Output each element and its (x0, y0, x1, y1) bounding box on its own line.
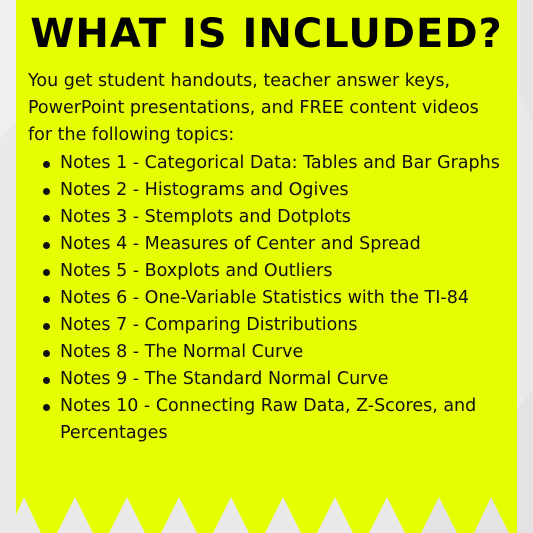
bullet-icon (43, 350, 50, 357)
list-item (60, 366, 520, 393)
bullet-icon (43, 296, 50, 303)
list-item (60, 339, 520, 366)
topic-label: Notes 1 - Categorical Data: Tables and Bar Graphs (60, 153, 500, 173)
bullet-icon (43, 404, 50, 411)
included-card (16, 0, 517, 533)
topic-label: Notes 10 - Connecting Raw Data, Z-Scores, and Percentages (60, 396, 477, 443)
list-item (60, 177, 520, 204)
list-item (60, 231, 520, 258)
topic-label: Notes 7 - Comparing Distributions (60, 315, 358, 335)
list-item (60, 393, 505, 447)
bullet-icon (43, 269, 50, 276)
topic-label: Notes 4 - Measures of Center and Spread (60, 234, 421, 254)
list-item (60, 150, 520, 177)
bullet-icon (43, 215, 50, 222)
topics-list (60, 150, 520, 447)
bullet-icon (43, 377, 50, 384)
bullet-icon (43, 323, 50, 330)
bullet-icon (43, 242, 50, 249)
topic-label: Notes 3 - Stemplots and Dotplots (60, 207, 351, 227)
bullet-icon (43, 188, 50, 195)
topic-label: Notes 2 - Histograms and Ogives (60, 180, 349, 200)
topic-label: Notes 8 - The Normal Curve (60, 342, 304, 362)
list-item (60, 285, 520, 312)
topic-label: Notes 5 - Boxplots and Outliers (60, 261, 333, 281)
bullet-icon (43, 161, 50, 168)
list-item (60, 204, 520, 231)
intro-text: You get student handouts, teacher answer keys, PowerPoint presentations, and FREE content videos for the following topics: (28, 71, 479, 145)
page-title: WHAT IS INCLUDED? (30, 11, 503, 57)
list-item (60, 312, 520, 339)
topic-label: Notes 9 - The Standard Normal Curve (60, 369, 389, 389)
list-item (60, 258, 520, 285)
topic-label: Notes 6 - One-Variable Statistics with the TI-84 (60, 288, 469, 308)
